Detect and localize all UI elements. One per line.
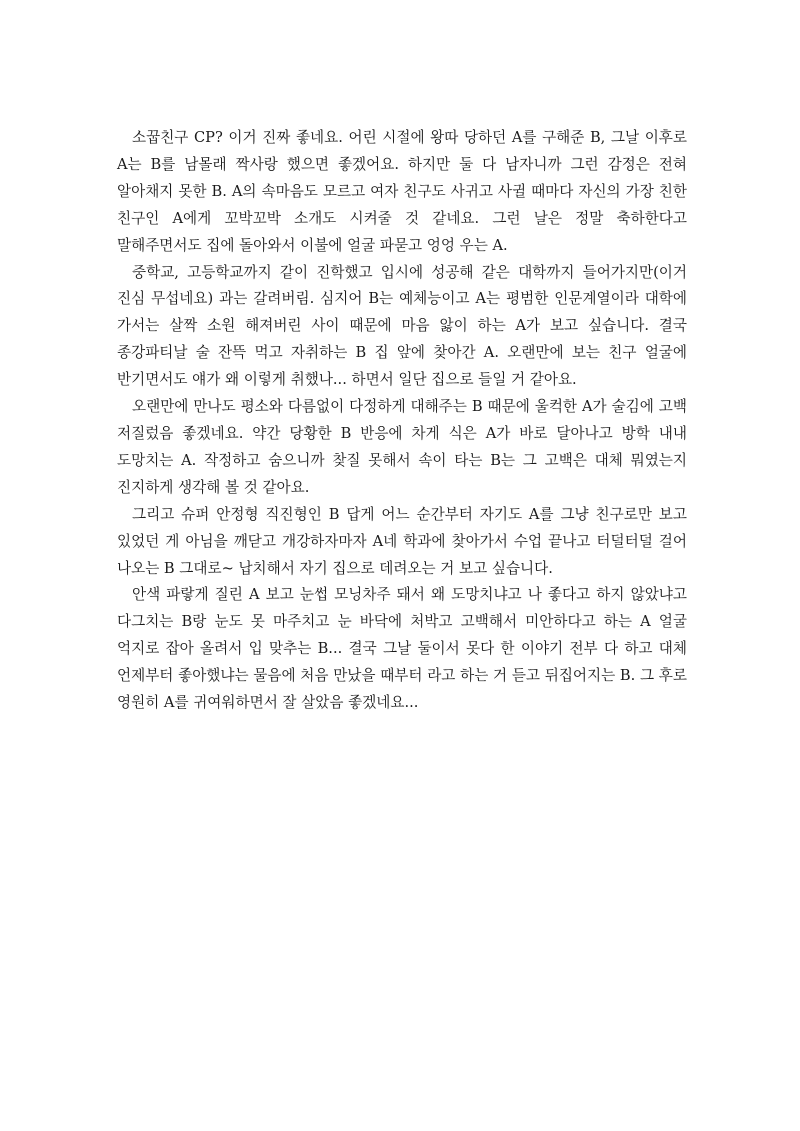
paragraph: 중학교, 고등학교까지 같이 진학했고 입시에 성공해 같은 대학까지 들어가지만(이거 진심 무섭네요) 과는 갈려버림. 심지어 B는 예체능이고 A는 평범한 인문계열이라 대학에 가서는 살짝 소원 해져버린 사이 때문에 마음 앓이 하는 A가 보고 싶습니다. 결국 종강파티날 술 잔뜩 먹고 자취하는 B 집 앞에 찾아간 A. 오랜만에 보는 친구 얼굴에 반기면서도 얘가 왜 이렇게 취했나... 하면서 일단 집으로 들일 거 같아요. [117, 263, 687, 389]
paragraph: 소꿉친구 CP? 이거 진짜 좋네요. 어린 시절에 왕따 당하던 A를 구해준 B, 그날 이후로 A는 B를 남몰래 짝사랑 했으면 좋겠어요. 하지만 둘 다 남자니까 그런 감정은 전혀 알아채지 못한 B. A의 속마음도 모르고 여자 친구도 사귀고 사귈 때마다 자신의 가장 친한 친구인 A에게 꼬박꼬박 소개도 시켜줄 것 같네요. 그런 날은 정말 축하한다고 말해주면서도 집에 돌아와서 이불에 얼굴 파묻고 엉엉 우는 A. [117, 129, 687, 254]
paragraph: 그리고 슈퍼 안정형 직진형인 B 답게 어느 순간부터 자기도 A를 그냥 친구로만 보고 있었던 게 아님을 깨닫고 개강하자마자 A네 학과에 찾아가서 수업 끝나고 터덜터덜 걸어 나오는 B 그대로~ 납치해서 자기 집으로 데려오는 거 보고 싶습니다. [117, 505, 687, 577]
paragraph: 안색 파랗게 질린 A 보고 눈썹 모닝차주 돼서 왜 도망치냐고 나 좋다고 하지 않았냐고 다그치는 B랑 눈도 못 마주치고 눈 바닥에 처박고 고백해서 미안하다고 하는 A 얼굴 억지로 잡아 올려서 입 맞추는 B... 결국 그날 둘이서 못다 한 이야기 전부 다 하고 대체 언제부터 좋아했냐는 물음에 처음 만났을 때부터 라고 하는 거 듣고 뒤집어지는 B. 그 후로 영원히 A를 귀여워하면서 잘 살았음 좋겠네요... [117, 586, 687, 712]
document-body [117, 125, 687, 717]
paragraph: 오랜만에 만나도 평소와 다름없이 다정하게 대해주는 B 때문에 울컥한 A가 술김에 고백 저질렀음 좋겠네요. 약간 당황한 B 반응에 차게 식은 A가 바로 달아나고 방학 내내 도망치는 A. 작정하고 숨으니까 찾질 못해서 속이 타는 B는 그 고백은 대체 뭐였는지 진지하게 생각해 볼 것 같아요. [117, 398, 687, 496]
